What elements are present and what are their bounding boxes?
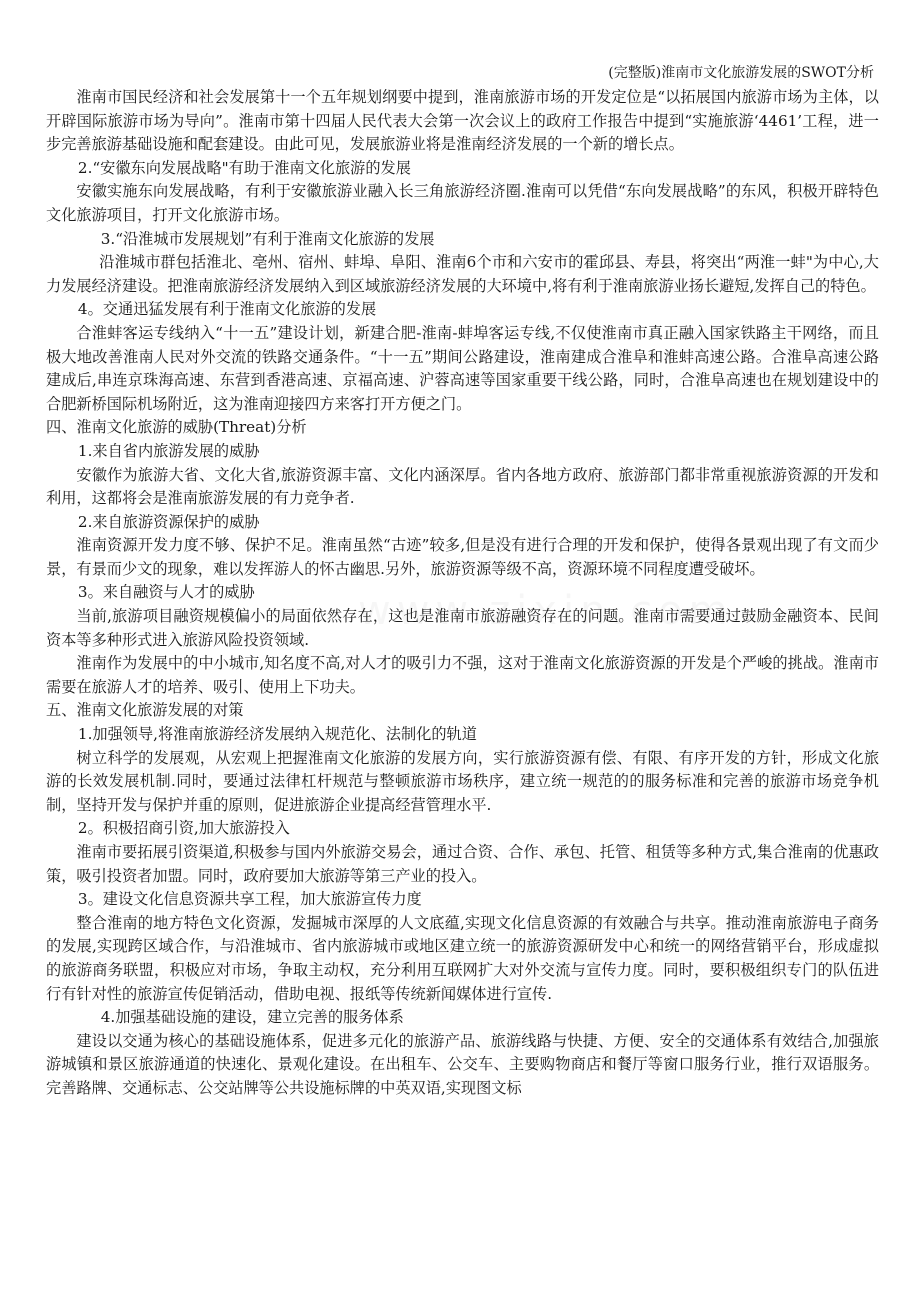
subheading: 4.加强基础设施的建设，建立完善的服务体系 (100, 1008, 404, 1027)
paragraph: 合淮蚌客运专线纳入“十一五”建设计划，新建合肥-淮南-蚌埠客运专线,不仅使淮南市真正融入国家铁路主干网络，而且极大地改善淮南人民对外交流的铁路交通条件。“十一五”期间公路建设，淮南建成合淮阜和淮蚌高速公路。合淮阜高速公路建成后,串连京珠海高速、东营到香港高速、京福高速、沪蓉高速等国家重要干线公路，同时，合淮阜高速也在规划建设中的合肥新桥国际机场附近，这为淮南迎接四方来客打开方便之门。 (46, 323, 879, 413)
paragraph: 建设以交通为核心的基础设施体系，促进多元化的旅游产品、旅游线路与快捷、方便、安全的交通体系有效结合,加强旅游城镇和景区旅游通道的快速化、景观化建设。在出租车、公交车、主要购物商店和餐厅等窗口服务行业，推行双语服务。完善路牌、交通标志、公交站牌等公共设施标牌的中英双语,实现图文标 (46, 1031, 879, 1097)
paragraph: 安徽实施东向发展战略，有利于安徽旅游业融入长三角旅游经济圈.淮南可以凭借“东向发展战略”的东风，积极开辟特色文化旅游项目，打开文化旅游市场。 (46, 182, 879, 224)
running-header: (完整版)淮南市文化旅游发展的SWOT分析 (608, 65, 874, 81)
section-heading: 四、淮南文化旅游的威胁(Threat)分析 (46, 418, 307, 437)
subheading: 1.来自省内旅游发展的威胁 (77, 441, 260, 460)
paragraph: 淮南资源开发力度不够、保护不足。淮南虽然“古迹”较多,但是没有进行合理的开发和保护，使得各景观出现了有文而少景，有景而少文的现象，难以发挥游人的怀古幽思.另外，旅游资源等级不高，资源环境不同程度遭受破坏。 (46, 536, 879, 578)
paragraph: 淮南市国民经济和社会发展第十一个五年规划纲要中提到，淮南旅游市场的开发定位是“以拓展国内旅游市场为主体，以开辟国际旅游市场为导向”。淮南市第十四届人民代表大会第一次会议上的政府工作报告中提到“实施旅游‘4461’工程，进一步完善旅游基础设施和配套建设。由此可见，发展旅游业将是淮南经济发展的一个新的增长点。 (46, 88, 879, 154)
subheading: 2。积极招商引资,加大旅游投入 (77, 819, 290, 838)
paragraph: 安徽作为旅游大省、文化大省,旅游资源丰富、文化内涵深厚。省内各地方政府、旅游部门都非常重视旅游资源的开发和利用，这都将会是淮南旅游发展的有力竞争者. (46, 465, 879, 508)
paragraph: 沿淮城市群包括淮北、亳州、宿州、蚌埠、阜阳、淮南6个市和六安市的霍邱县、寿县，将突出“两淮一蚌"为中心,大力发展经济建设。把淮南旅游经济发展纳入到区域旅游经济发展的大环境中,将有利于淮南旅游业扬长避短,发挥自己的特色。 (46, 253, 879, 295)
paragraph: 整合淮南的地方特色文化资源，发掘城市深厚的人文底蕴,实现文化信息资源的有效融合与共享。推动淮南旅游电子商务的发展,实现跨区域合作，与沿淮城市、省内旅游城市或地区建立统一的旅游资源研发中心和统一的网络营销平台，形成虚拟的旅游商务联盟，积极应对市场，争取主动权，充分利用互联网扩大对外交流与宣传力度。同时，要积极组织专门的队伍进行有针对性的旅游宣传促销活动，借助电视、报纸等传统新闻媒体进行宣传. (46, 913, 879, 1003)
section-heading: 五、淮南文化旅游发展的对策 (46, 701, 244, 720)
paragraph: 淮南作为发展中的中小城市,知名度不高,对人才的吸引力不强，这对于淮南文化旅游资源的开发是个严峻的挑战。淮南市需要在旅游人才的培养、吸引、使用上下功夫。 (46, 654, 879, 696)
paragraph: 树立科学的发展观，从宏观上把握淮南文化旅游的发展方向，实行旅游资源有偿、有限、有序开发的方针，形成文化旅游的长效发展机制.同时，要通过法律杠杆规范与整顿旅游市场秩序，建立统一规范的的服务标准和完善的旅游市场竞争机制，坚持开发与保护并重的原则，促进旅游企业提高经营管理水平. (46, 748, 879, 814)
subheading: 2.来自旅游资源保护的威胁 (77, 512, 260, 531)
subheading: 2.“安徽东向发展战略"有助于淮南文化旅游的发展 (77, 158, 411, 177)
subheading: 3。建设文化信息资源共享工程，加大旅游宣传力度 (77, 890, 422, 909)
subheading: 3。来自融资与人才的威胁 (77, 583, 255, 602)
subheading: 1.加强领导,将淮南旅游经济发展纳入规范化、法制化的轨道 (77, 725, 477, 744)
paragraph: 淮南市要拓展引资渠道,积极参与国内外旅游交易会，通过合资、合作、承包、托管、租赁等多种方式,集合淮南的优惠政策，吸引投资者加盟。同时，政府要加大旅游等第三产业的投入。 (46, 843, 879, 885)
document-body (46, 86, 879, 1101)
paragraph: 当前,旅游项目融资规模偏小的局面依然存在，这也是淮南市旅游融资存在的问题。淮南市需要通过鼓励金融资本、民间资本等多种形式进入旅游风险投资领域. (46, 607, 879, 649)
subheading: 3.“沿淮城市发展规划”有利于淮南文化旅游的发展 (100, 229, 435, 248)
subheading: 4。交通迅猛发展有利于淮南文化旅游的发展 (77, 300, 377, 319)
